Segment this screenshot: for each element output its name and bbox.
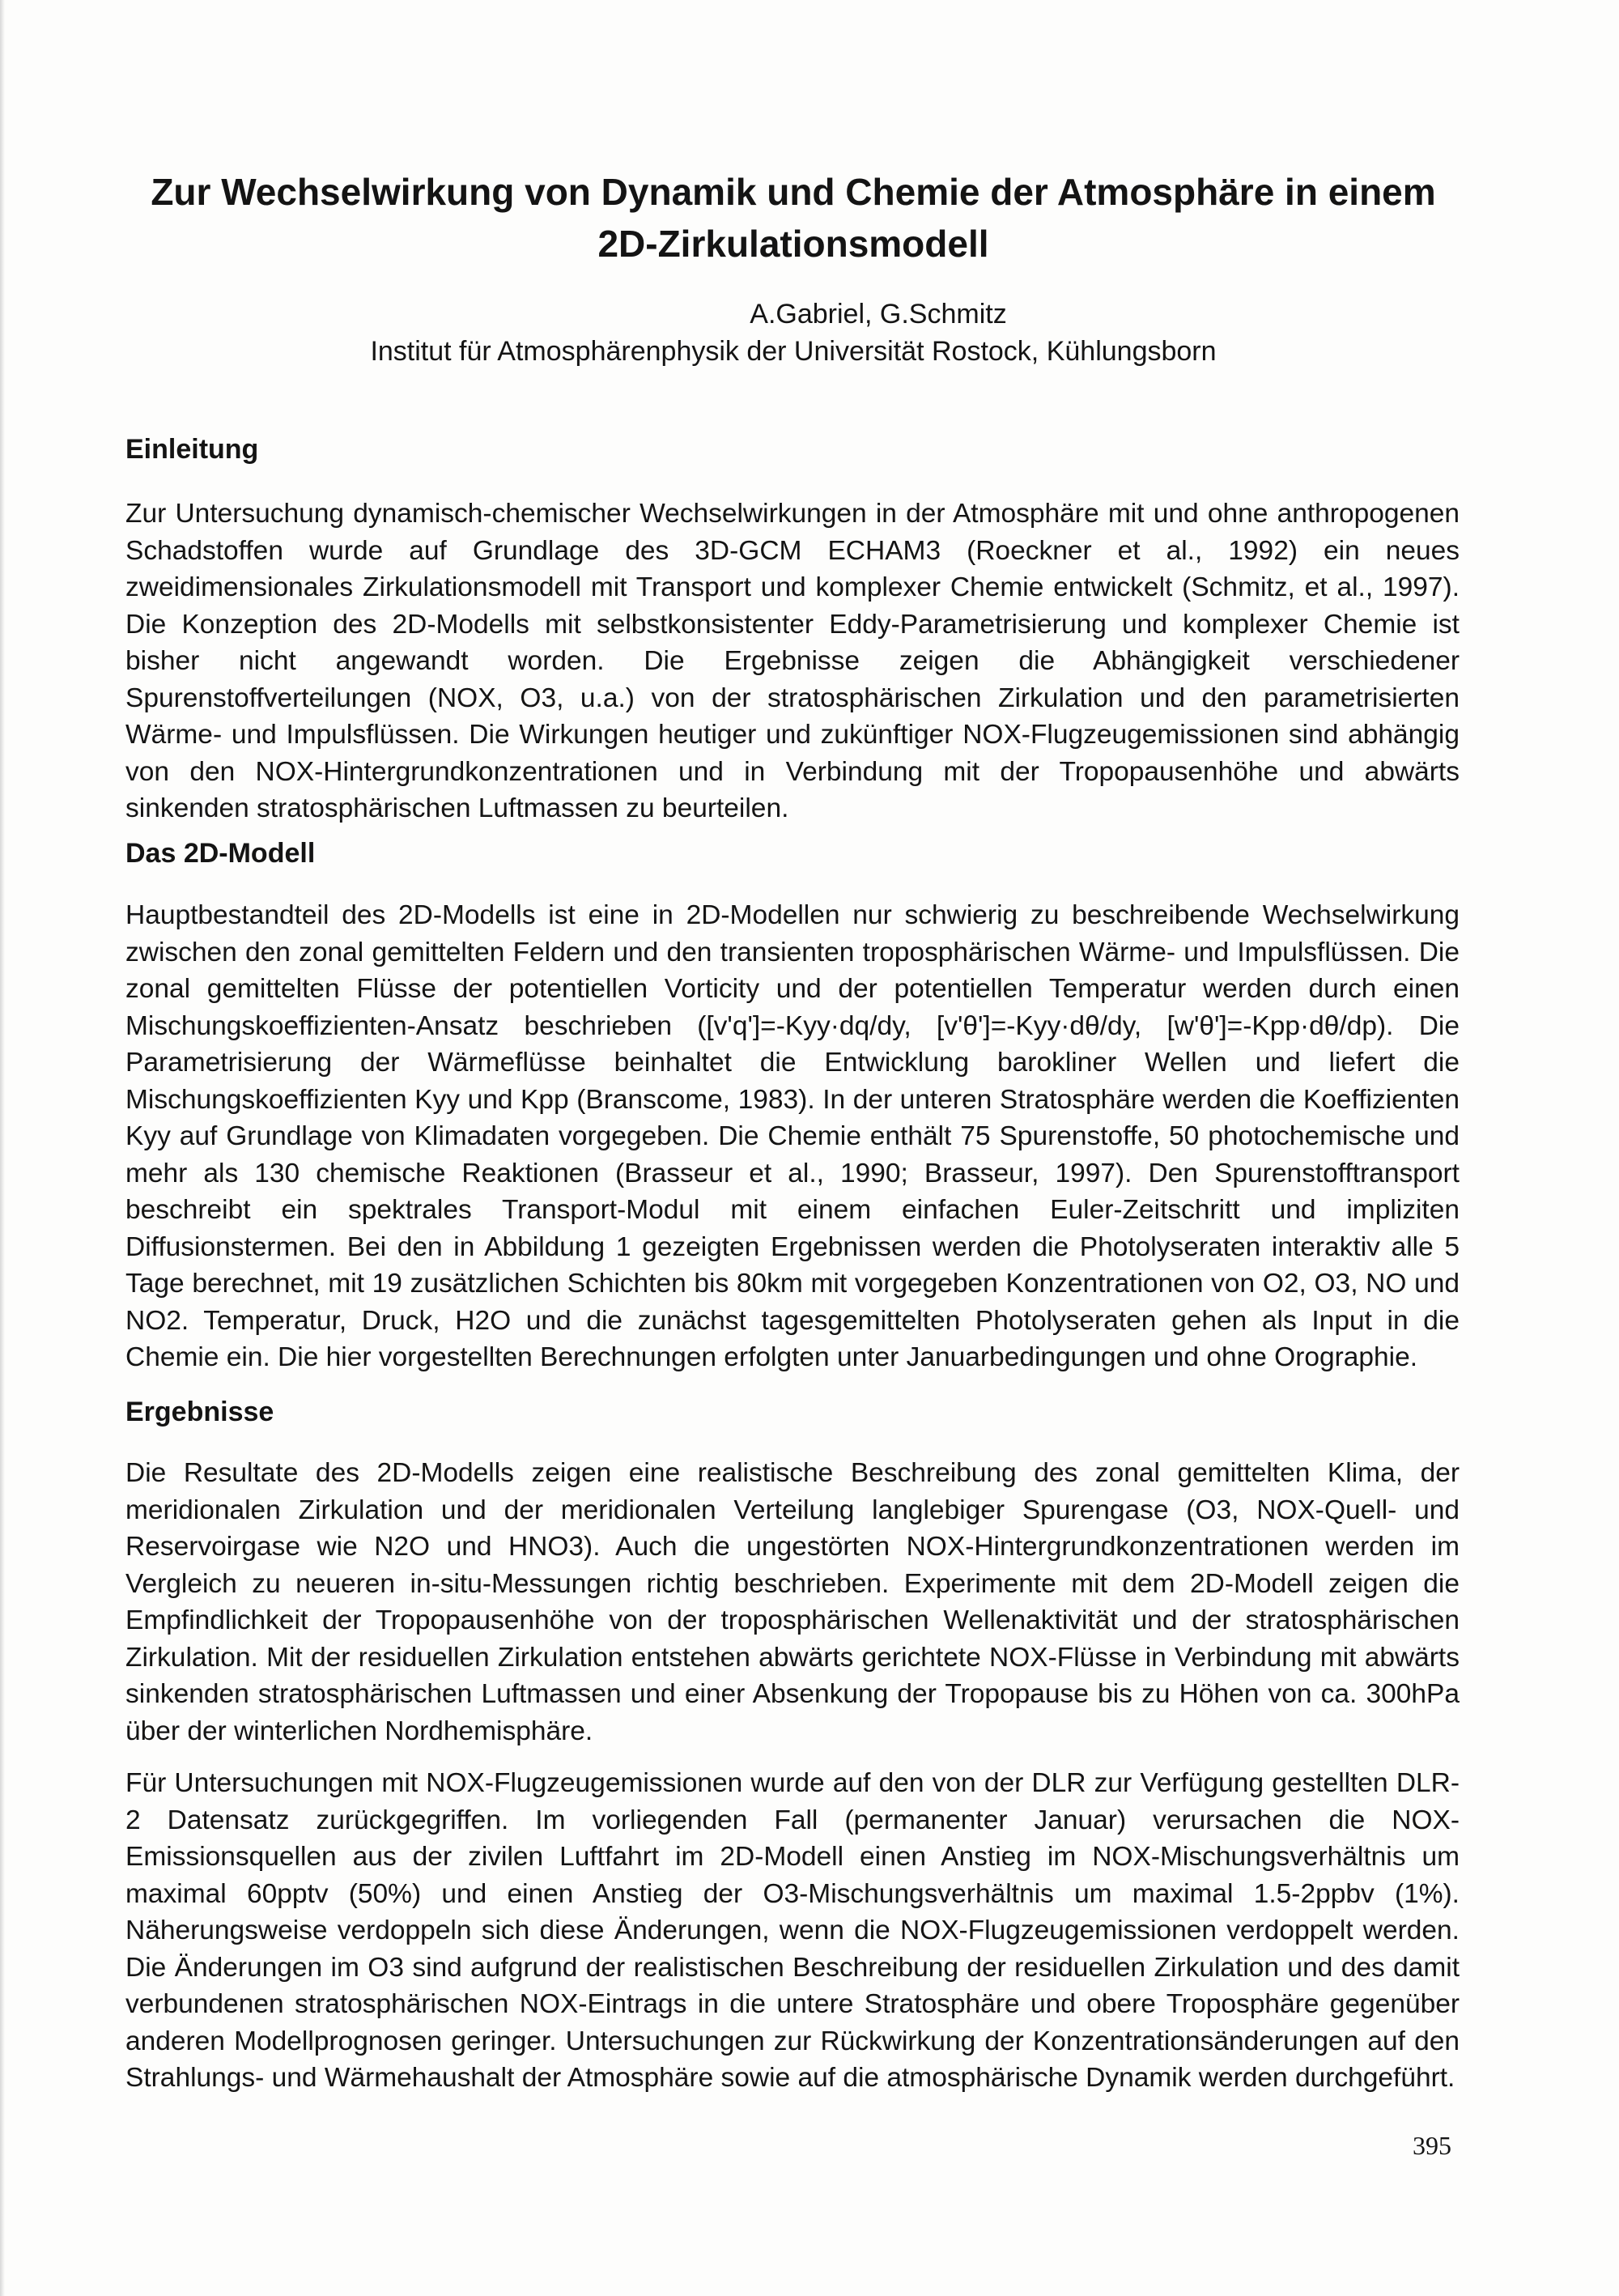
paragraph-einleitung: Zur Untersuchung dynamisch-chemischer Wechselwirkungen in der Atmosphäre mit und ohne anthropogenen Schadstoffen wurde auf Grundlage des 3D-GCM ECHAM3 (Roeckner et al., 1992) ein neues zweidimensionales Zirkulationsmodell mit Transport und komplexer Chemie entwickelt (Schmitz, et al., 1997). Die Konzeption des 2D-Modells mit selbstkonsistenter Eddy-Parametrisierung und komplexer Chemie ist bisher nicht angewandt worden. Die Ergebnisse zeigen die Abhängigkeit verschiedener Spurenstoffverteilungen (NOX, O3, u.a.) von der stratosphärischen Zirkulation und den parametrisierten Wärme- und Impulsflüssen. Die Wirkungen heutiger und zukünftiger NOX-Flugzeugemissionen sind abhängig von den NOX-Hintergrundkonzentrationen und in Verbindung mit der Tropopausenhöhe und abwärts sinkenden stratosphärischen Luftmassen zu beurteilen. xyxy=(125,499,1460,823)
scan-edge-shadow xyxy=(0,0,5,2296)
section-heading-2d-modell: Das 2D-Modell xyxy=(125,838,316,869)
paragraph-ergebnisse-2: Für Untersuchungen mit NOX-Flugzeugemissionen wurde auf den von der DLR zur Verfügung gestellten DLR-2 Datensatz zurückgegriffen. Im vorliegenden Fall (permanenter Januar) verursachen die NOX-Emissionsquellen aus der zivilen Luftfahrt im 2D-Modell einen Anstieg im NOX-Mischungsverhältnis um maximal 60pptv (50%) und einen Anstieg der O3-Mischungsverhältnis um maximal 1.5-2ppbv (1%). Näherungsweise verdoppeln sich diese Änderungen, wenn die NOX-Flugzeugemissionen verdoppelt werden. Die Änderungen im O3 sind aufgrund der realistischen Beschreibung der residuellen Zirkulation und des damit verbundenen stratosphärischen NOX-Eintrags in die untere Stratosphäre und obere Troposphäre gegenüber anderen Modellprognosen geringer. Untersuchungen zur Rückwirkung der Konzentrationsänderungen auf den Strahlungs- und Wärmehaushalt der Atmosphäre sowie auf die atmosphärische Dynamik werden durchgeführt. xyxy=(125,1768,1460,2093)
section-heading-ergebnisse: Ergebnisse xyxy=(125,1397,274,1427)
paragraph-2d-modell: Hauptbestandteil des 2D-Modells ist eine in 2D-Modellen nur schwierig zu beschreibende Wechselwirkung zwischen den zonal gemittelten Feldern und den transienten troposphärischen Wärme- und Impulsflüssen. Die zonal gemittelten Flüsse der potentiellen Vorticity und der potentiellen Temperatur werden durch einen Mischungskoeffizienten-Ansatz beschrieben ([v'q']=-Kyy·dq/dy, [v'θ']=-Kyy·dθ/dy, [w'θ']=-Kpp·dθ/dp). Die Parametrisierung der Wärmeflüsse beinhaltet die Entwicklung barokliner Wellen und liefert die Mischungskoeffizienten Kyy und Kpp (Branscome, 1983). In der unteren Stratosphäre werden die Koeffizienten Kyy auf Grundlage von Klimadaten vorgegeben. Die Chemie enthält 75 Spurenstoffe, 50 photochemische und mehr als 130 chemische Reaktionen (Brasseur et al., 1990; Brasseur, 1997). Den Spurenstofftransport beschreibt ein spektrales Transport-Modul mit einem einfachen Euler-Zeitschritt und impliziten Diffusionstermen. Bei den in Abbildung 1 gezeigten Ergebnissen werden die Photolyseraten interaktiv alle 5 Tage berechnet, mit 19 zusätzlichen Schichten bis 80km mit vorgegeben Konzentrationen von O2, O3, NO und NO2. Temperatur, Druck, H2O und die zunächst tagesgemittelten Photolyseraten gehen als Input in die Chemie ein. Die hier vorgestellten Berechnungen erfolgten unter Januarbedingungen und ohne Orographie. xyxy=(125,900,1460,1372)
author-affiliation: Institut für Atmosphärenphysik der Universität Rostock, Kühlungsborn xyxy=(370,336,1217,367)
paper-title: Zur Wechselwirkung von Dynamik und Chemie der Atmosphäre in einem 2D-Zirkulationsmodell xyxy=(151,171,1436,265)
paragraph-ergebnisse-1: Die Resultate des 2D-Modells zeigen eine realistische Beschreibung des zonal gemittelten Klima, der meridionalen Zirkulation und der meridionalen Verteilung langlebiger Spurengase (O3, NOX-Quell- und Reservoirgase wie N2O und HNO3). Auch die ungestörten NOX-Hintergrundkonzentrationen werden im Vergleich zu neueren in-situ-Messungen richtig beschrieben. Experimente mit dem 2D-Modell zeigen die Empfindlichkeit der Tropopausenhöhe von der troposphärischen Wellenaktivität und der stratosphärischen Zirkulation. Mit der residuellen Zirkulation entstehen abwärts gerichtete NOX-Flüsse in Verbindung mit abwärts sinkenden stratosphärischen Luftmassen und einer Absenkung der Tropopause bis zu Höhen von ca. 300hPa über der winterlichen Nordhemisphäre. xyxy=(125,1458,1460,1746)
author-block xyxy=(138,296,1449,370)
page-number: 395 xyxy=(1413,2131,1451,2160)
author-names: A.Gabriel, G.Schmitz xyxy=(750,299,1007,330)
section-heading-einleitung: Einleitung xyxy=(125,434,259,465)
